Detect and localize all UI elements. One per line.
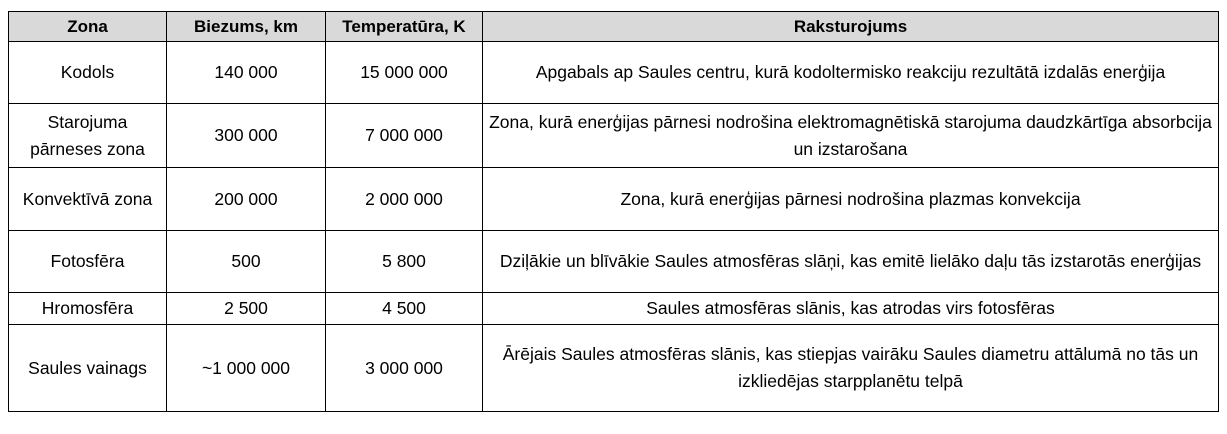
temperature-cell: 2 000 000 bbox=[326, 168, 483, 231]
header-description: Raksturojums bbox=[483, 12, 1219, 42]
header-temperature: Temperatūra, K bbox=[326, 12, 483, 42]
table-row bbox=[9, 104, 1219, 168]
sun-zones-table bbox=[8, 11, 1219, 412]
temperature-cell: 5 800 bbox=[326, 231, 483, 293]
description-cell: Apgabals ap Saules centru, kurā kodoltermisko reakciju rezultātā izdalās enerģija bbox=[483, 42, 1219, 104]
table-row bbox=[9, 168, 1219, 231]
description-cell: Saules atmosfēras slānis, kas atrodas virs fotosfēras bbox=[483, 293, 1219, 325]
table-row bbox=[9, 325, 1219, 412]
description-cell: Dziļākie un blīvākie Saules atmosfēras slāņi, kas emitē lielāko daļu tās izstarotās enerģijas bbox=[483, 231, 1219, 293]
table-row bbox=[9, 231, 1219, 293]
header-zone: Zona bbox=[9, 12, 167, 42]
table-row bbox=[9, 42, 1219, 104]
thickness-cell: 500 bbox=[167, 231, 326, 293]
description-cell: Zona, kurā enerģijas pārnesi nodrošina plazmas konvekcija bbox=[483, 168, 1219, 231]
temperature-cell: 7 000 000 bbox=[326, 104, 483, 168]
zone-cell: Starojuma pārneses zona bbox=[9, 104, 167, 168]
temperature-cell: 3 000 000 bbox=[326, 325, 483, 412]
zone-cell: Fotosfēra bbox=[9, 231, 167, 293]
zone-cell: Saules vainags bbox=[9, 325, 167, 412]
description-cell: Zona, kurā enerģijas pārnesi nodrošina elektromagnētiskā starojuma daudzkārtīga absorbcija un izstarošana bbox=[483, 104, 1219, 168]
zone-cell: Kodols bbox=[9, 42, 167, 104]
description-cell: Ārējais Saules atmosfēras slānis, kas stiepjas vairāku Saules diametru attālumā no tās un izkliedējas starpplanētu telpā bbox=[483, 325, 1219, 412]
thickness-cell: 2 500 bbox=[167, 293, 326, 325]
temperature-cell: 4 500 bbox=[326, 293, 483, 325]
header-thickness: Biezums, km bbox=[167, 12, 326, 42]
header-row bbox=[9, 12, 1219, 42]
zone-cell: Hromosfēra bbox=[9, 293, 167, 325]
thickness-cell: 140 000 bbox=[167, 42, 326, 104]
table-row bbox=[9, 293, 1219, 325]
thickness-cell: 200 000 bbox=[167, 168, 326, 231]
zone-cell: Konvektīvā zona bbox=[9, 168, 167, 231]
temperature-cell: 15 000 000 bbox=[326, 42, 483, 104]
thickness-cell: 300 000 bbox=[167, 104, 326, 168]
thickness-cell: ~1 000 000 bbox=[167, 325, 326, 412]
